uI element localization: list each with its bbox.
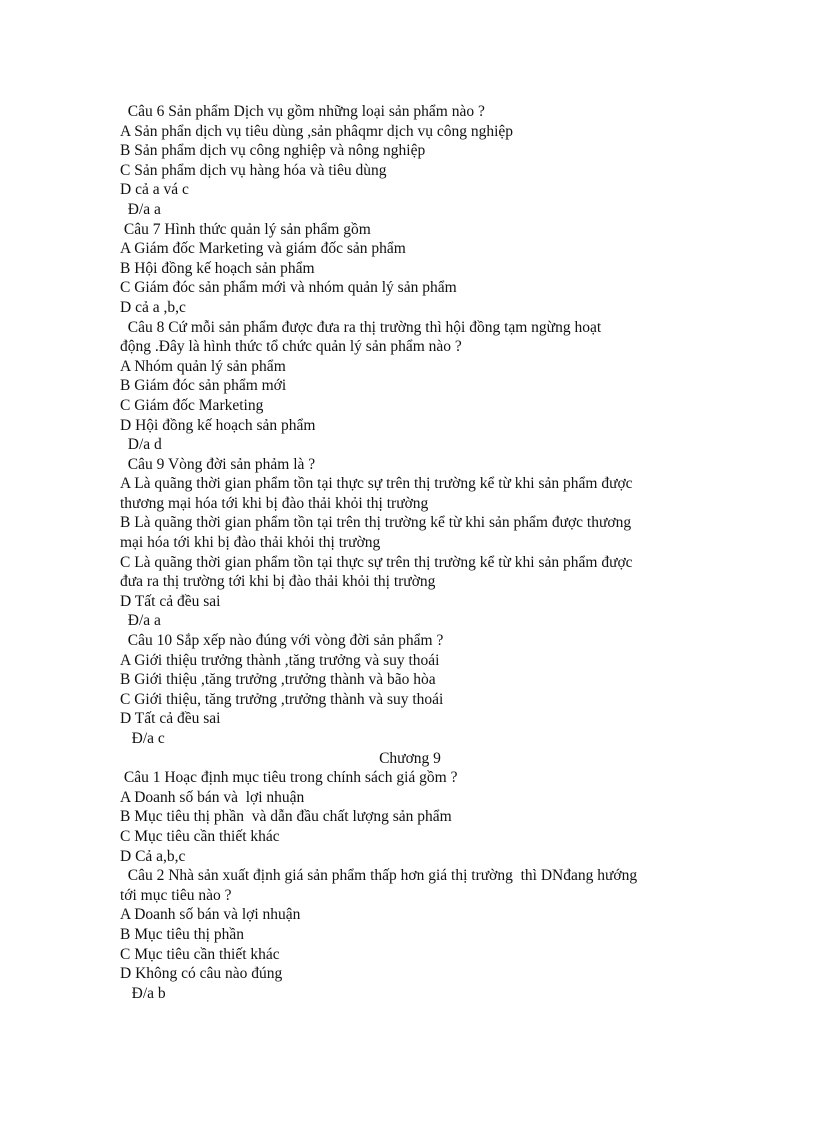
text-line: D cả a ,b,c [120, 298, 186, 316]
text-line: Đ/a c [120, 730, 165, 747]
text-line: D/a d [120, 436, 162, 454]
text-line: động .Đây là hình thức tổ chức quản lý sản phẩm nào ? [120, 338, 462, 356]
text-line: Câu 6 Sản phẩm Dịch vụ gồm những loại sản phẩm nào ? [120, 103, 485, 120]
text-line: A Doanh số bán và lợi nhuận [120, 906, 301, 924]
text-line: B Mục tiêu thị phần [120, 925, 244, 943]
text-line: B Giám đóc sản phẩm mới [120, 377, 287, 395]
text-line: D cả a vá c [120, 181, 189, 199]
text-line: A Là quãng thời gian phẩm tồn tại thực sự trên thị trường kể từ khi sản phẩm được [120, 475, 633, 493]
text-line: D Tất cả đều sai [120, 592, 221, 610]
text-line: mại hóa tới khi bị đào thải khỏi thị trường [120, 534, 381, 552]
text-line: D Cả a,b,c [120, 847, 186, 865]
text-line: C Giới thiệu, tăng trưởng ,trưởng thành và suy thoái [120, 690, 444, 708]
text-line: C Giám đóc sản phẩm mới và nhóm quản lý sản phẩm [120, 279, 457, 297]
text-line: Câu 10 Sắp xếp nào đúng với vòng đời sản phẩm ? [120, 632, 444, 650]
text-line: Câu 8 Cứ mỗi sản phẩm được đưa ra thị trường thì hội đồng tạm ngừng hoạt [120, 318, 602, 336]
text-line: Câu 2 Nhà sản xuất định giá sản phẩm thấp hơn giá thị trường thì DNđang hướng [120, 867, 638, 885]
text-line: C Là quãng thời gian phẩm tồn tại thực sự trên thị trường kể từ khi sản phẩm được [120, 553, 633, 571]
text-line: đưa ra thị trường tới khi bị đào thải khỏi thị trường [120, 573, 436, 591]
text-line: Đ/a b [120, 984, 166, 1002]
text-line: A Doanh số bán và lợi nhuận [120, 788, 305, 806]
text-line: thương mại hóa tới khi bị đào thải khỏi thị trường [120, 494, 429, 512]
text-line: C Mục tiêu cần thiết khác [120, 945, 280, 963]
text-line: D Hội đồng kế hoạch sản phẩm [120, 416, 316, 434]
text-line: C Sản phẩm dịch vụ hàng hóa và tiêu dùng [120, 161, 387, 179]
text-line: A Nhóm quản lý sản phẩm [120, 357, 286, 375]
text-line: C Mục tiêu cần thiết khác [120, 827, 280, 845]
text-line: B Giới thiệu ,tăng trưởng ,trưởng thành và bão hòa [120, 671, 436, 689]
text-line: A Giới thiệu trưởng thành ,tăng trưởng và suy thoái [120, 651, 440, 669]
text-line: B Là quãng thời gian phẩm tồn tại trên thị trường kể từ khi sản phẩm được thương [120, 514, 632, 532]
text-line: A Sản phẩn dịch vụ tiêu dùng ,sản phâqmr dịch vụ công nghiệp [120, 122, 514, 140]
text-line: Câu 9 Vòng đời sản phảm là ? [120, 455, 316, 473]
text-line: B Hội đồng kế hoạch sản phẩm [120, 259, 315, 277]
document-page [120, 102, 700, 1003]
text-line: Đ/a a [120, 612, 161, 630]
text-line: B Sản phẩm dịch vụ công nghiệp và nông nghiệp [120, 142, 426, 160]
text-line: D Tất cả đều sai [120, 710, 221, 728]
text-line: D Không có câu nào đúng [120, 965, 283, 983]
text-line: A Giám đốc Marketing và giám đốc sản phẩm [120, 240, 406, 258]
text-line: Câu 1 Hoạc định mục tiêu trong chính sách giá gồm ? [120, 769, 458, 787]
chapter-title: Chương 9 [379, 749, 441, 767]
text-line: Câu 7 Hình thức quản lý sản phẩm gồm [120, 220, 371, 238]
text-line: tới mục tiêu nào ? [120, 886, 232, 904]
text-line: Đ/a a [120, 200, 161, 218]
text-line: B Mục tiêu thị phần và dẫn đầu chất lượng sản phẩm [120, 808, 452, 826]
text-line: C Giám đốc Marketing [120, 396, 264, 414]
